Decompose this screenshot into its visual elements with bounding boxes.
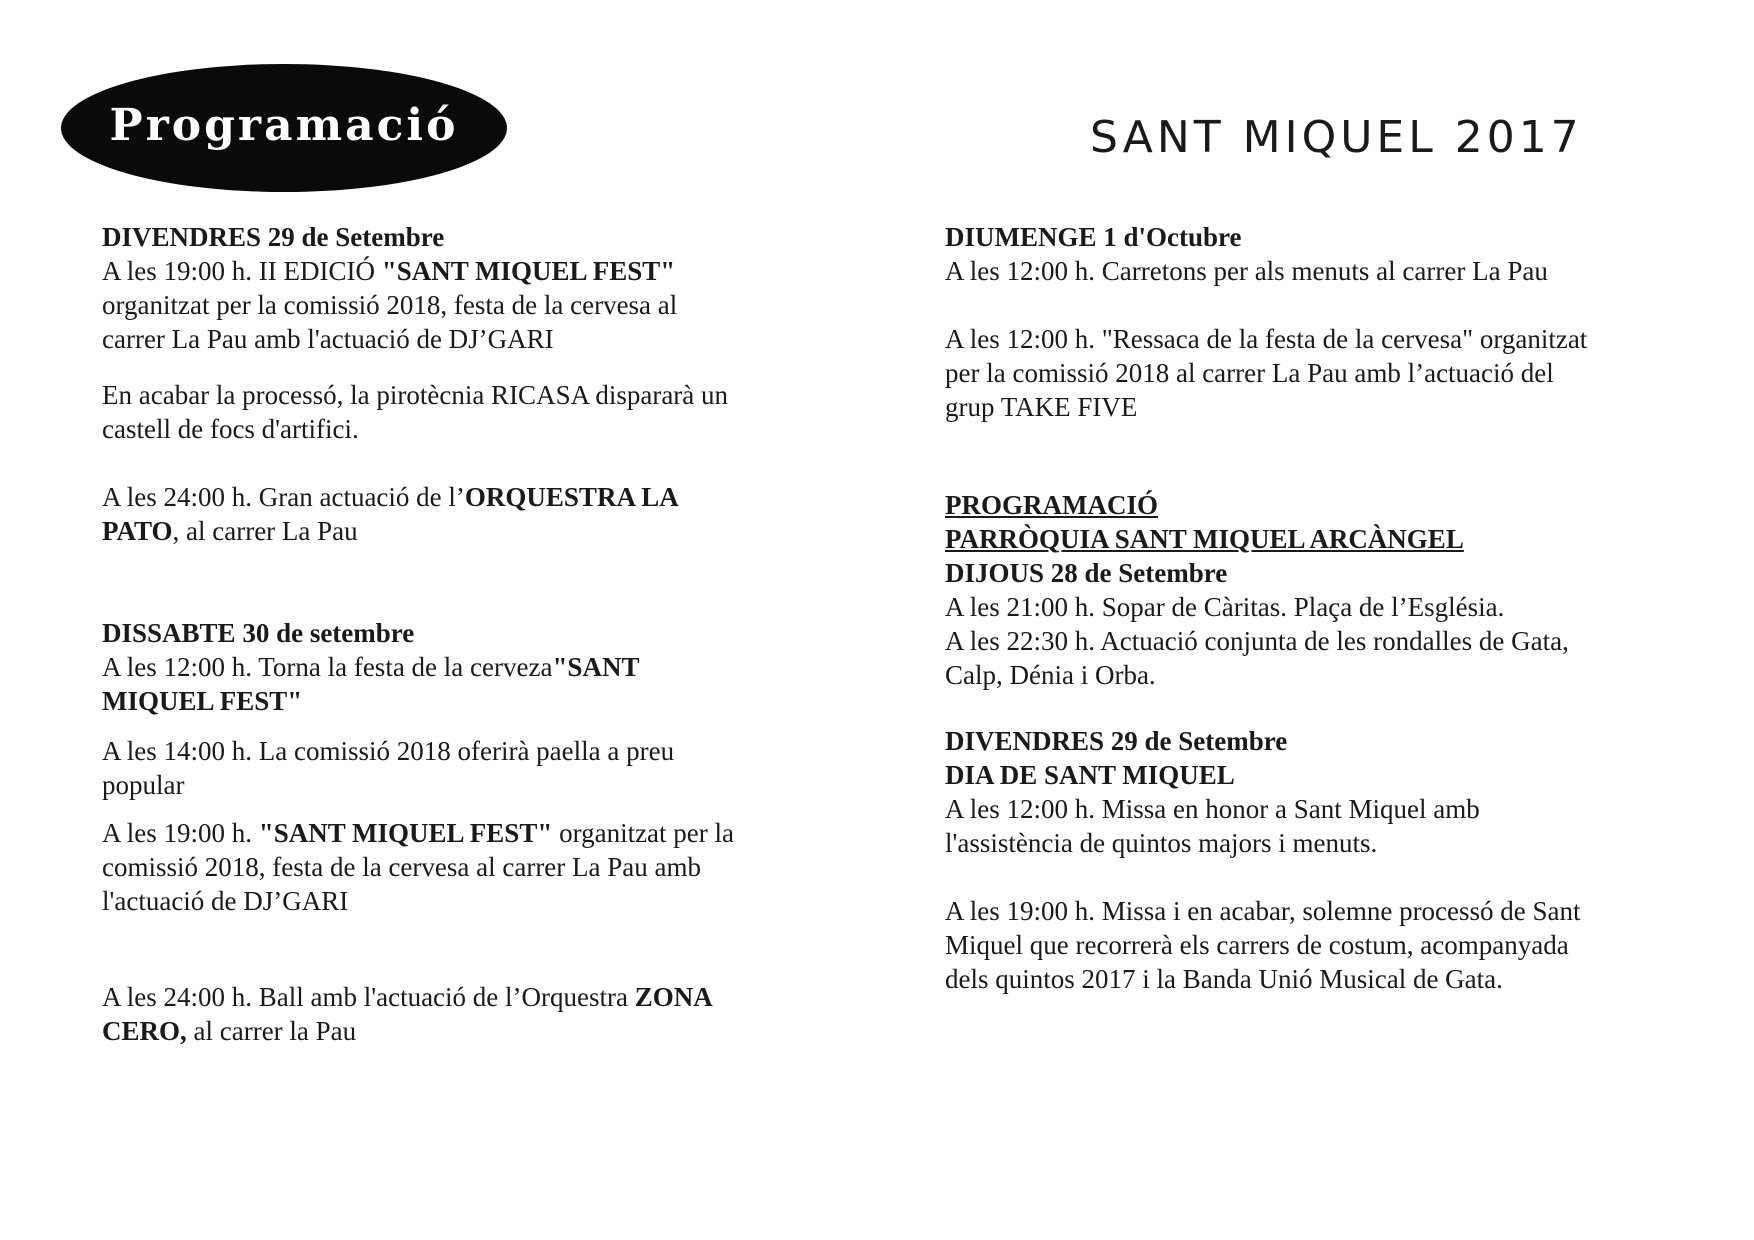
process-line1: A les 19:00 h. Missa i en acabar, solemne processó de Sant — [945, 896, 1581, 926]
sunday-event-1: A les 12:00 h. Carretons per als menuts al carrer La Pau — [945, 256, 1548, 286]
band-name: ZONA — [634, 982, 713, 1012]
saturday-event-1 — [102, 650, 802, 684]
text: A les 12:00 h. Torna la festa de la cerveza — [102, 652, 553, 682]
orquestra-line1 — [102, 480, 802, 514]
friday-section — [102, 220, 802, 356]
saturday-paella — [102, 734, 802, 802]
band-name: CERO, — [102, 1016, 187, 1046]
ball-line2 — [102, 1014, 802, 1048]
process-line2: Miquel que recorrerà els carrers de costum, acompanyada — [945, 930, 1569, 960]
ressaca-line2: per la comissió 2018 al carrer La Pau amb l’actuació del — [945, 358, 1554, 388]
event-name: "SANT — [552, 652, 640, 682]
parish-process — [945, 894, 1685, 996]
band-name: ORQUESTRA LA — [464, 482, 679, 512]
thursday-heading: DIJOUS 28 de Setembre — [945, 558, 1228, 588]
saturday-ball — [102, 980, 802, 1048]
thursday-event-1: A les 21:00 h. Sopar de Càritas. Plaça de l’Església. — [945, 592, 1505, 622]
missa-line2: l'assistència de quintos majors i menuts. — [945, 828, 1378, 858]
thursday-event-2-line2: Calp, Dénia i Orba. — [945, 660, 1156, 690]
sunday-ressaca — [945, 322, 1685, 424]
badge-label: Programació — [109, 100, 459, 151]
ressaca-line3: grup TAKE FIVE — [945, 392, 1138, 422]
friday-orquestra — [102, 480, 802, 548]
saturday-event-1-line2 — [102, 684, 802, 718]
parish-subtitle: PARRÒQUIA SANT MIQUEL ARCÀNGEL — [945, 524, 1464, 554]
text: al carrer la Pau — [186, 1016, 357, 1046]
band-name: PATO — [102, 516, 173, 546]
fireworks-line1: En acabar la processó, la pirotècnia RICASA dispararà un — [102, 380, 729, 410]
paella-line1: A les 14:00 h. La comissió 2018 oferirà paella a preu — [102, 736, 675, 766]
fest-line1 — [102, 816, 802, 850]
missa-line1: A les 12:00 h. Missa en honor a Sant Miquel amb — [945, 794, 1480, 824]
fireworks-line2: castell de focs d'artifici. — [102, 414, 359, 444]
friday-event-1-line2: organitzat per la comissió 2018, festa de la cervesa al — [102, 290, 678, 320]
friday-event-1 — [102, 254, 802, 288]
page-title: SANT MIQUEL 2017 — [1090, 112, 1583, 163]
thursday-event-2: A les 22:30 h. Actuació conjunta de les rondalles de Gata, — [945, 626, 1569, 656]
text: organitzat per la — [552, 818, 734, 848]
parish-friday-subheading: DIA DE SANT MIQUEL — [945, 760, 1235, 790]
event-name: "SANT MIQUEL FEST" — [381, 256, 676, 286]
sunday-heading: DIUMENGE 1 d'Octubre — [945, 222, 1242, 252]
text: , al carrer La Pau — [172, 516, 358, 546]
process-line3: dels quintos 2017 i la Banda Unió Musical de Gata. — [945, 964, 1503, 994]
fest-line2: comissió 2018, festa de la cervesa al carrer La Pau amb — [102, 852, 701, 882]
parish-friday — [945, 724, 1685, 860]
parish-title: PROGRAMACIÓ — [945, 490, 1158, 520]
ressaca-line1: A les 12:00 h. "Ressaca de la festa de la cervesa" organitzat — [945, 324, 1588, 354]
sunday-section — [945, 220, 1685, 288]
text: A les 24:00 h. Gran actuació de l’ — [102, 482, 465, 512]
event-name: "SANT MIQUEL FEST" — [258, 818, 553, 848]
programacio-badge — [61, 64, 507, 192]
fest-line3: l'actuació de DJ’GARI — [102, 886, 349, 916]
saturday-heading: DISSABTE 30 de setembre — [102, 618, 415, 648]
paella-line2: popular — [102, 770, 185, 800]
event-name: MIQUEL FEST" — [102, 686, 303, 716]
friday-fireworks — [102, 378, 802, 446]
saturday-fest — [102, 816, 802, 918]
friday-event-1-line3: carrer La Pau amb l'actuació de DJ’GARI — [102, 324, 554, 354]
parish-friday-heading: DIVENDRES 29 de Setembre — [945, 726, 1288, 756]
text: A les 24:00 h. Ball amb l'actuació de l’Orquestra — [102, 982, 635, 1012]
friday-heading: DIVENDRES 29 de Setembre — [102, 222, 445, 252]
text: A les 19:00 h. — [102, 818, 259, 848]
orquestra-line2 — [102, 514, 802, 548]
parish-section — [945, 488, 1685, 692]
ball-line1 — [102, 980, 802, 1014]
saturday-section — [102, 616, 802, 718]
text: A les 19:00 h. II EDICIÓ — [102, 256, 382, 286]
